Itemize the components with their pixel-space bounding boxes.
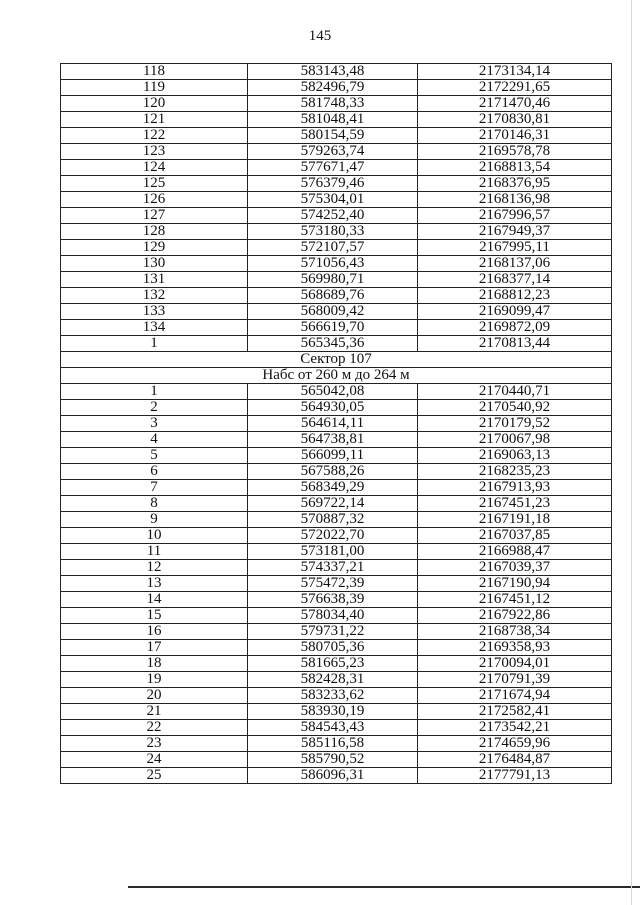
point-number-cell: 3 (61, 416, 248, 432)
table-row (61, 752, 612, 768)
x-coordinate-cell: 571056,43 (248, 256, 418, 272)
y-coordinate-cell: 2167451,23 (418, 496, 612, 512)
x-coordinate-cell: 572022,70 (248, 528, 418, 544)
x-coordinate-cell: 575472,39 (248, 576, 418, 592)
point-number-cell: 15 (61, 608, 248, 624)
y-coordinate-cell: 2166988,47 (418, 544, 612, 560)
x-coordinate-cell: 573181,00 (248, 544, 418, 560)
x-coordinate-cell: 566619,70 (248, 320, 418, 336)
y-coordinate-cell: 2172291,65 (418, 80, 612, 96)
y-coordinate-cell: 2172582,41 (418, 704, 612, 720)
point-number-cell: 1 (61, 336, 248, 352)
table-row (61, 496, 612, 512)
x-coordinate-cell: 573180,33 (248, 224, 418, 240)
point-number-cell: 126 (61, 192, 248, 208)
table-row (61, 192, 612, 208)
x-coordinate-cell: 579263,74 (248, 144, 418, 160)
y-coordinate-cell: 2167949,37 (418, 224, 612, 240)
point-number-cell: 25 (61, 768, 248, 784)
point-number-cell: 8 (61, 496, 248, 512)
point-number-cell: 19 (61, 672, 248, 688)
table-row (61, 64, 612, 80)
y-coordinate-cell: 2168813,54 (418, 160, 612, 176)
point-number-cell: 12 (61, 560, 248, 576)
x-coordinate-cell: 582428,31 (248, 672, 418, 688)
point-number-cell: 133 (61, 304, 248, 320)
x-coordinate-cell: 578034,40 (248, 608, 418, 624)
y-coordinate-cell: 2168235,23 (418, 464, 612, 480)
x-coordinate-cell: 583930,19 (248, 704, 418, 720)
y-coordinate-cell: 2168137,06 (418, 256, 612, 272)
table-row (61, 208, 612, 224)
table-row (61, 384, 612, 400)
table-row (61, 80, 612, 96)
section-header-row (61, 368, 612, 384)
point-number-cell: 17 (61, 640, 248, 656)
y-coordinate-cell: 2170146,31 (418, 128, 612, 144)
table-row (61, 624, 612, 640)
table-row (61, 576, 612, 592)
x-coordinate-cell: 564738,81 (248, 432, 418, 448)
point-number-cell: 9 (61, 512, 248, 528)
y-coordinate-cell: 2167996,57 (418, 208, 612, 224)
bottom-rule (128, 886, 640, 888)
table-row (61, 672, 612, 688)
x-coordinate-cell: 582496,79 (248, 80, 418, 96)
x-coordinate-cell: 583233,62 (248, 688, 418, 704)
y-coordinate-cell: 2169872,09 (418, 320, 612, 336)
point-number-cell: 4 (61, 432, 248, 448)
y-coordinate-cell: 2169358,93 (418, 640, 612, 656)
section-header-row (61, 352, 612, 368)
x-coordinate-cell: 574252,40 (248, 208, 418, 224)
table-row (61, 336, 612, 352)
table-row (61, 112, 612, 128)
table-row (61, 640, 612, 656)
page-number: 145 (308, 28, 332, 44)
coordinates-table-body (61, 64, 612, 784)
y-coordinate-cell: 2170813,44 (418, 336, 612, 352)
coordinates-table (60, 63, 612, 784)
x-coordinate-cell: 564930,05 (248, 400, 418, 416)
section-header-cell: Набс от 260 м до 264 м (61, 368, 612, 384)
x-coordinate-cell: 567588,26 (248, 464, 418, 480)
point-number-cell: 127 (61, 208, 248, 224)
point-number-cell: 121 (61, 112, 248, 128)
table-row (61, 528, 612, 544)
table-row (61, 400, 612, 416)
x-coordinate-cell: 581665,23 (248, 656, 418, 672)
point-number-cell: 118 (61, 64, 248, 80)
x-coordinate-cell: 568689,76 (248, 288, 418, 304)
table-row (61, 560, 612, 576)
y-coordinate-cell: 2168738,34 (418, 624, 612, 640)
y-coordinate-cell: 2167995,11 (418, 240, 612, 256)
x-coordinate-cell: 568009,42 (248, 304, 418, 320)
point-number-cell: 11 (61, 544, 248, 560)
y-coordinate-cell: 2174659,96 (418, 736, 612, 752)
table-row (61, 768, 612, 784)
point-number-cell: 16 (61, 624, 248, 640)
y-coordinate-cell: 2170094,01 (418, 656, 612, 672)
table-row (61, 688, 612, 704)
x-coordinate-cell: 570887,32 (248, 512, 418, 528)
y-coordinate-cell: 2167451,12 (418, 592, 612, 608)
y-coordinate-cell: 2171674,94 (418, 688, 612, 704)
table-row (61, 176, 612, 192)
x-coordinate-cell: 585116,58 (248, 736, 418, 752)
y-coordinate-cell: 2170540,92 (418, 400, 612, 416)
y-coordinate-cell: 2171470,46 (418, 96, 612, 112)
point-number-cell: 130 (61, 256, 248, 272)
point-number-cell: 5 (61, 448, 248, 464)
x-coordinate-cell: 569722,14 (248, 496, 418, 512)
x-coordinate-cell: 585790,52 (248, 752, 418, 768)
y-coordinate-cell: 2173134,14 (418, 64, 612, 80)
point-number-cell: 20 (61, 688, 248, 704)
table-row (61, 160, 612, 176)
table-row (61, 720, 612, 736)
point-number-cell: 10 (61, 528, 248, 544)
x-coordinate-cell: 568349,29 (248, 480, 418, 496)
point-number-cell: 129 (61, 240, 248, 256)
table-row (61, 608, 612, 624)
table-row (61, 464, 612, 480)
y-coordinate-cell: 2170791,39 (418, 672, 612, 688)
y-coordinate-cell: 2169063,13 (418, 448, 612, 464)
point-number-cell: 122 (61, 128, 248, 144)
x-coordinate-cell: 583143,48 (248, 64, 418, 80)
x-coordinate-cell: 574337,21 (248, 560, 418, 576)
x-coordinate-cell: 580705,36 (248, 640, 418, 656)
point-number-cell: 13 (61, 576, 248, 592)
point-number-cell: 1 (61, 384, 248, 400)
x-coordinate-cell: 564614,11 (248, 416, 418, 432)
table-row (61, 96, 612, 112)
point-number-cell: 128 (61, 224, 248, 240)
y-coordinate-cell: 2167039,37 (418, 560, 612, 576)
y-coordinate-cell: 2168376,95 (418, 176, 612, 192)
point-number-cell: 123 (61, 144, 248, 160)
table-row (61, 128, 612, 144)
point-number-cell: 24 (61, 752, 248, 768)
y-coordinate-cell: 2168136,98 (418, 192, 612, 208)
point-number-cell: 6 (61, 464, 248, 480)
y-coordinate-cell: 2167190,94 (418, 576, 612, 592)
y-coordinate-cell: 2177791,13 (418, 768, 612, 784)
x-coordinate-cell: 565042,08 (248, 384, 418, 400)
y-coordinate-cell: 2170440,71 (418, 384, 612, 400)
x-coordinate-cell: 572107,57 (248, 240, 418, 256)
x-coordinate-cell: 584543,43 (248, 720, 418, 736)
table-row (61, 240, 612, 256)
x-coordinate-cell: 579731,22 (248, 624, 418, 640)
y-coordinate-cell: 2168812,23 (418, 288, 612, 304)
table-row (61, 512, 612, 528)
table-row (61, 256, 612, 272)
section-header-cell: Сектор 107 (61, 352, 612, 368)
y-coordinate-cell: 2170179,52 (418, 416, 612, 432)
x-coordinate-cell: 586096,31 (248, 768, 418, 784)
y-coordinate-cell: 2169099,47 (418, 304, 612, 320)
y-coordinate-cell: 2168377,14 (418, 272, 612, 288)
table-row (61, 224, 612, 240)
table-row (61, 736, 612, 752)
scan-edge-line (631, 0, 632, 905)
x-coordinate-cell: 566099,11 (248, 448, 418, 464)
point-number-cell: 134 (61, 320, 248, 336)
x-coordinate-cell: 575304,01 (248, 192, 418, 208)
y-coordinate-cell: 2176484,87 (418, 752, 612, 768)
x-coordinate-cell: 581748,33 (248, 96, 418, 112)
table-row (61, 704, 612, 720)
table-row (61, 448, 612, 464)
table-row (61, 272, 612, 288)
point-number-cell: 2 (61, 400, 248, 416)
point-number-cell: 119 (61, 80, 248, 96)
table-row (61, 544, 612, 560)
point-number-cell: 120 (61, 96, 248, 112)
table-row (61, 656, 612, 672)
x-coordinate-cell: 580154,59 (248, 128, 418, 144)
x-coordinate-cell: 576638,39 (248, 592, 418, 608)
y-coordinate-cell: 2167922,86 (418, 608, 612, 624)
y-coordinate-cell: 2169578,78 (418, 144, 612, 160)
point-number-cell: 22 (61, 720, 248, 736)
table-row (61, 288, 612, 304)
y-coordinate-cell: 2170830,81 (418, 112, 612, 128)
x-coordinate-cell: 581048,41 (248, 112, 418, 128)
table-row (61, 592, 612, 608)
y-coordinate-cell: 2170067,98 (418, 432, 612, 448)
table-row (61, 480, 612, 496)
table-row (61, 144, 612, 160)
table-row (61, 304, 612, 320)
point-number-cell: 131 (61, 272, 248, 288)
point-number-cell: 7 (61, 480, 248, 496)
y-coordinate-cell: 2173542,21 (418, 720, 612, 736)
point-number-cell: 125 (61, 176, 248, 192)
point-number-cell: 124 (61, 160, 248, 176)
point-number-cell: 21 (61, 704, 248, 720)
x-coordinate-cell: 565345,36 (248, 336, 418, 352)
point-number-cell: 23 (61, 736, 248, 752)
y-coordinate-cell: 2167191,18 (418, 512, 612, 528)
point-number-cell: 14 (61, 592, 248, 608)
y-coordinate-cell: 2167913,93 (418, 480, 612, 496)
table-row (61, 432, 612, 448)
table-row (61, 320, 612, 336)
table-row (61, 416, 612, 432)
x-coordinate-cell: 576379,46 (248, 176, 418, 192)
point-number-cell: 18 (61, 656, 248, 672)
point-number-cell: 132 (61, 288, 248, 304)
y-coordinate-cell: 2167037,85 (418, 528, 612, 544)
x-coordinate-cell: 577671,47 (248, 160, 418, 176)
x-coordinate-cell: 569980,71 (248, 272, 418, 288)
